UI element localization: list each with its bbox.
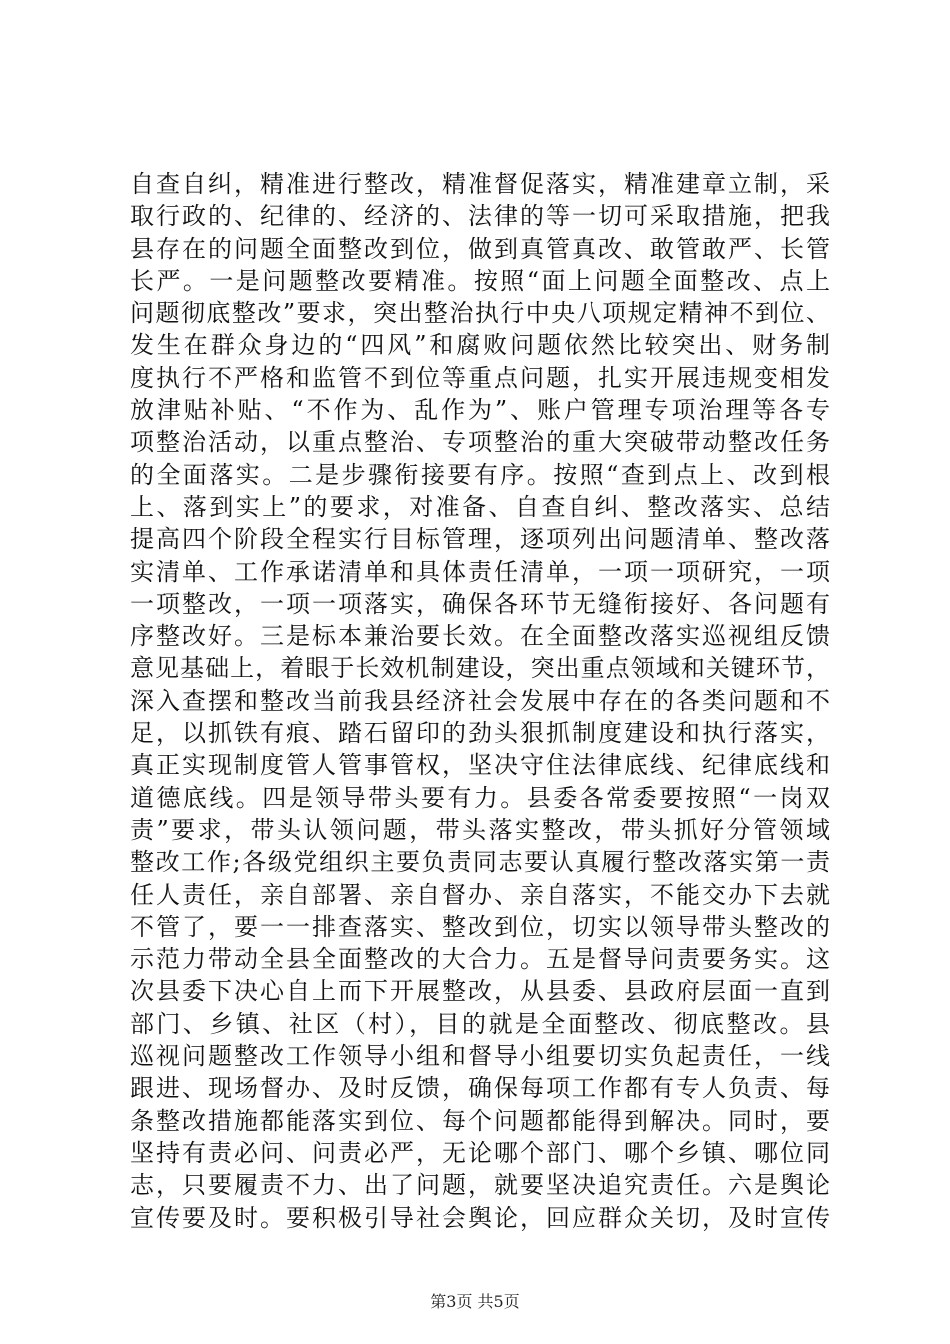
text-line: 上、落到实上”的要求，对准备、自查自纠、整改落实、总结 xyxy=(130,492,830,521)
text-line: 志，只要履责不力、出了问题，就要坚决追究责任。六是舆论 xyxy=(130,1171,830,1200)
text-line: 长严。一是问题整改要精准。按照“面上问题全面整改、点上 xyxy=(130,266,830,295)
text-line: 实清单、工作承诺清单和具体责任清单，一项一项研究，一项 xyxy=(130,557,830,586)
text-line: 部门、乡镇、社区（村），目的就是全面整改、彻底整改。县 xyxy=(130,1009,830,1038)
text-line: 宣传要及时。要积极引导社会舆论，回应群众关切，及时宣传 xyxy=(130,1203,830,1232)
text-line: 不管了，要一一排查落实、整改到位，切实以领导带头整改的 xyxy=(130,912,830,941)
text-line: 的全面落实。二是步骤衔接要有序。按照“查到点上、改到根 xyxy=(130,460,830,489)
text-line: 提高四个阶段全程实行目标管理，逐项列出问题清单、整改落 xyxy=(130,525,830,554)
text-line: 取行政的、纪律的、经济的、法律的等一切可采取措施，把我 xyxy=(130,202,830,231)
text-line: 项整治活动，以重点整治、专项整治的重大突破带动整改任务 xyxy=(130,428,830,457)
text-line: 度执行不严格和监管不到位等重点问题，扎实开展违规变相发 xyxy=(130,363,830,392)
text-line: 深入查摆和整改当前我县经济社会发展中存在的各类问题和不 xyxy=(130,686,830,715)
text-line: 真正实现制度管人管事管权，坚决守住法律底线、纪律底线和 xyxy=(130,751,830,780)
text-line: 足，以抓铁有痕、踏石留印的劲头狠抓制度建设和执行落实， xyxy=(130,719,830,748)
text-line: 自查自纠，精准进行整改，精准督促落实，精准建章立制，采 xyxy=(130,170,830,198)
text-line: 示范力带动全县全面整改的大合力。五是督导问责要务实。这 xyxy=(130,945,830,974)
text-line: 道德底线。四是领导带头要有力。县委各常委要按照“一岗双 xyxy=(130,783,830,812)
text-line: 次县委下决心自上而下开展整改，从县委、县政府层面一直到 xyxy=(130,977,830,1006)
text-line: 责”要求，带头认领问题，带头落实整改，带头抓好分管领域 xyxy=(130,815,830,844)
text-line: 意见基础上，着眼于长效机制建设，突出重点领域和关键环节， xyxy=(130,654,830,683)
page-footer: 第3页 共5页 xyxy=(430,1292,520,1311)
text-line: 条整改措施都能落实到位、每个问题都能得到解决。同时，要 xyxy=(130,1106,830,1135)
text-line: 任人责任，亲自部署、亲自督办、亲自落实，不能交办下去就 xyxy=(130,880,830,909)
text-line: 发生在群众身边的“四风”和腐败问题依然比较突出、财务制 xyxy=(130,331,830,360)
text-line: 一项整改，一项一项落实，确保各环节无缝衔接好、各问题有 xyxy=(130,589,830,618)
text-line: 县存在的问题全面整改到位，做到真管真改、敢管敢严、长管 xyxy=(130,234,830,263)
text-line: 整改工作;各级党组织主要负责同志要认真履行整改落实第一责 xyxy=(130,848,830,877)
body-text xyxy=(130,168,830,1234)
text-line: 放津贴补贴、“不作为、乱作为”、账户管理专项治理等各专 xyxy=(130,396,830,425)
text-line: 问题彻底整改”要求，突出整治执行中央八项规定精神不到位、 xyxy=(130,299,830,328)
text-line: 坚持有责必问、问责必严，无论哪个部门、哪个乡镇、哪位同 xyxy=(130,1138,830,1167)
text-line: 跟进、现场督办、及时反馈，确保每项工作都有专人负责、每 xyxy=(130,1074,830,1103)
text-line: 序整改好。三是标本兼治要长效。在全面整改落实巡视组反馈 xyxy=(130,622,830,651)
text-line: 巡视问题整改工作领导小组和督导小组要切实负起责任，一线 xyxy=(130,1042,830,1071)
